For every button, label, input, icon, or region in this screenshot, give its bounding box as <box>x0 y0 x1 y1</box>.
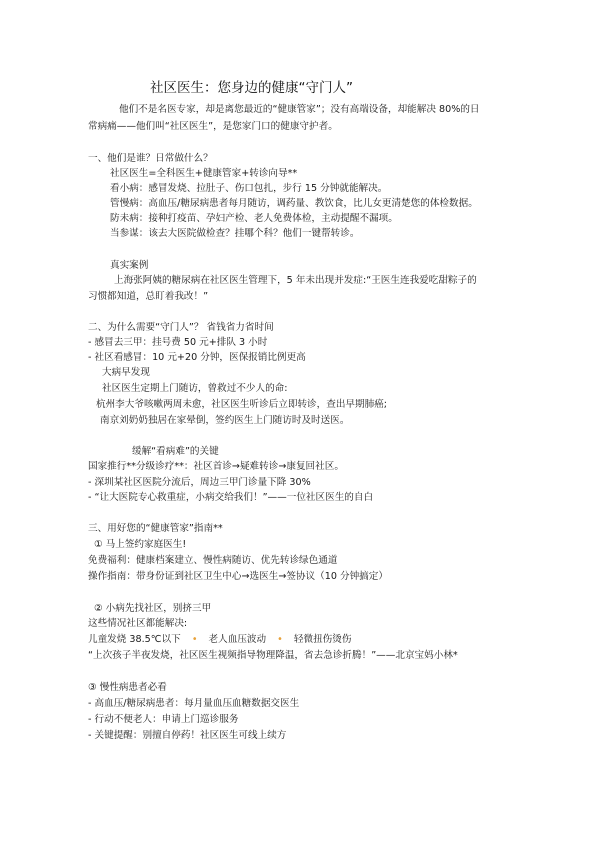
document-title: 社区医生：您身边的健康“守门人” <box>150 80 353 96</box>
item3-line: - 行动不便老人：申请上门巡诊服务 <box>88 714 239 725</box>
item2-intro: 这些情况社区都能解决: <box>88 618 188 629</box>
item3-title: ③ 慢性病患者必看 <box>88 682 167 693</box>
case-item: 儿童发烧 38.5℃以下 <box>88 634 181 645</box>
key-line: - 深圳某社区医院分流后，周边三甲门诊量下降 30% <box>88 477 311 488</box>
bullet-icon: • <box>191 634 198 645</box>
case-text-2: 习惯都知道，总盯着我改！” <box>88 291 209 302</box>
bullet-icon: • <box>277 634 283 645</box>
role-line: 当参谋：该去大医院做检查？挂哪个科？他们一键帮转诊。 <box>110 228 360 239</box>
section1-heading: 一、他们是谁？日常做什么？ <box>88 153 213 164</box>
key-heading: 缓解“看病难”的关键 <box>132 446 219 457</box>
item1-title: ① 马上签约家庭医生! <box>94 539 187 550</box>
item3-line: - 关键提醒：别擅自停药！社区医生可线上续方 <box>88 730 287 741</box>
case-item: 老人血压波动 <box>208 634 267 645</box>
key-line: 国家推行**分级诊疗**：社区首诊→疑难转诊→康复回社区。 <box>88 461 344 472</box>
role-line: 看小病：感冒发烧、拉肚子、伤口包扎，步行 15 分钟就能解决。 <box>110 183 388 194</box>
intro-line-1: 他们不是名医专家，却是离您最近的“健康管家”；没有高端设备，却能解决 80%的日 <box>119 104 480 115</box>
section2-heading: 二、为什么需要“守门人”？ 省钱省力省时间 <box>88 322 274 333</box>
role-line: 防未病：接种打疫苗、孕妇产检、老人免费体检，主动提醒不漏项。 <box>110 213 398 224</box>
section3-heading: 三、用好您的“健康管家”指南** <box>88 523 223 534</box>
compare-line: - 社区看感冒：10 元+20 分钟，医保报销比例更高 <box>88 352 306 363</box>
early-detection-line: 南京刘奶奶独居在家晕倒，签约医生上门随访时及时送医。 <box>100 415 350 426</box>
item2-cases <box>88 634 351 646</box>
item3-line: - 高血压/糖尿病患者：每月量血压血糖数据交医生 <box>88 698 300 709</box>
section1-formula: 社区医生=全科医生+健康管家+转诊向导** <box>110 168 298 179</box>
case-text-1: 上海张阿姨的糖尿病在社区医生管理下，5 年未出现并发症:“王医生连我爱吃甜粽子的 <box>114 275 477 286</box>
item2-title: ② 小病先找社区，别挤三甲 <box>94 603 212 614</box>
item2-quote: “上次孩子半夜发烧，社区医生视频指导物理降温，省去急诊折腾！”——北京宝妈小林* <box>88 650 458 661</box>
item1-benefit: 免费福利：健康档案建立、慢性病随访、优先转诊绿色通道 <box>88 555 338 566</box>
key-line: - “让大医院专心救重症，小病交给我们！”——一位社区医生的自白 <box>88 492 374 503</box>
intro-line-2: 常病痛——他们叫“社区医生”，是您家门口的健康守护者。 <box>88 121 338 132</box>
early-detection-heading: 大病早发现 <box>102 367 150 378</box>
early-detection-line: 社区医生定期上门随访，曾救过不少人的命: <box>102 383 288 394</box>
item1-guide: 操作指南：带身份证到社区卫生中心→选医生→签协议（10 分钟搞定） <box>88 571 388 582</box>
case-heading: 真实案例 <box>110 260 149 271</box>
early-detection-line: 杭州李大爷咳嗽两周未愈，社区医生听诊后立即转诊，查出早期肺癌; <box>96 399 388 410</box>
role-line: 管慢病：高血压/糖尿病患者每月随访，调药量、教饮食，比儿女更清楚您的体检数据。 <box>110 198 478 209</box>
compare-line: - 感冒去三甲：挂号费 50 元+排队 3 小时 <box>88 337 268 348</box>
case-item: 轻微扭伤烫伤 <box>293 634 352 645</box>
